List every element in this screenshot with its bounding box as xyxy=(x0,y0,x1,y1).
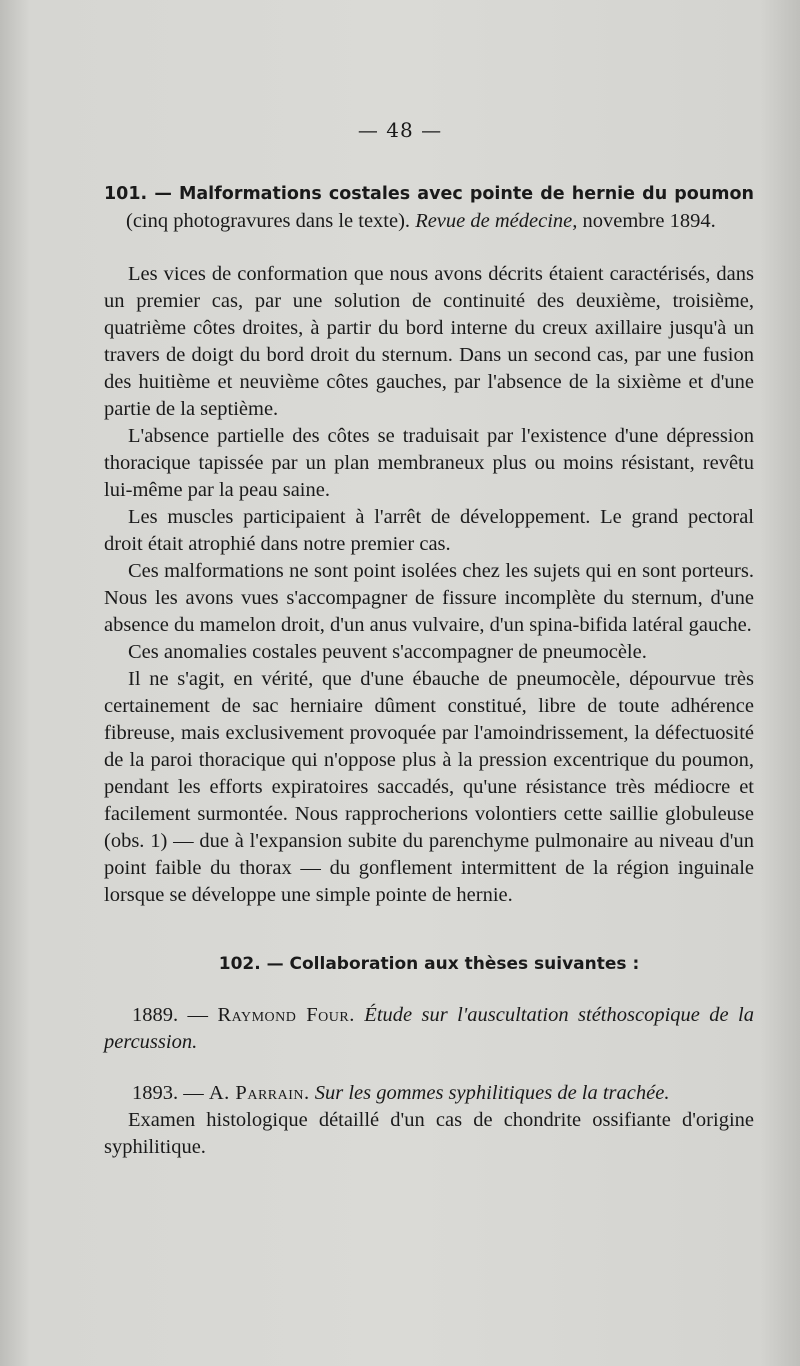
paragraph: Il ne s'agit, en vérité, que d'une ébauche de pneumocèle, dépourvue très certainement de sac herniaire dûment constitué, libre de toute adhérence fibreuse, mais exclusivement provoquée par l'amoindrissement, la défectuosité de la paroi thoracique qui n'oppose plus à la pression excentrique du poumon, pendant les efforts expiratoires saccadés, qu'une résistance très médiocre et facilement surmontée. Nous rapprocherions volontiers cette saillie globuleuse (obs. 1) — due à l'expansion subite du parenchyme pulmonaire au niveau d'un point faible du thorax — du gonflement intermittent de la région inguinale lorsque se développe une simple pointe de hernie. xyxy=(104,668,754,906)
thesis-title: Étude sur l'auscultation stéthoscopique de la percussion. xyxy=(104,1004,754,1053)
thesis-entry xyxy=(104,1002,754,1056)
paragraph: Ces malformations ne sont point isolées chez les sujets qui en sont porteurs. Nous les avons vues s'accompagner de fissure incomplète du sternum, d'une absence du mamelon droit, d'un anus vulvaire, d'un spina-bifida latéral gauche. xyxy=(104,560,754,636)
thesis-note: Examen histologique détaillé d'un cas de chondrite ossifiante d'origine syphilitique. xyxy=(104,1109,754,1158)
entry-101-date: novembre 1894. xyxy=(582,210,716,232)
thesis-title: Sur les gommes syphilitiques de la trachée. xyxy=(314,1082,670,1104)
entry-101-number: 101. xyxy=(104,184,148,204)
entry-101-title: — Malformations costales avec pointe de hernie du poumon xyxy=(154,184,754,204)
paragraph: Ces anomalies costales peuvent s'accompagner de pneumocèle. xyxy=(128,641,647,663)
entry-101-note: (cinq photogravures dans le texte). xyxy=(126,210,411,232)
thesis-author: A. Parrain. xyxy=(208,1082,310,1104)
entry-101-journal: Revue de médecine, xyxy=(415,210,578,232)
paragraph: L'absence partielle des côtes se traduisait par l'existence d'une dépression thoracique tapissée par un plan membraneux plus ou moins résistant, revêtu lui-même par la peau saine. xyxy=(104,425,754,501)
thesis-year: 1893. — xyxy=(132,1082,204,1104)
paragraph: Les vices de conformation que nous avons décrits étaient caractérisés, dans un premier cas, par une solution de continuité des deuxième, troisième, quatrième côtes droites, à partir du bord interne du creux axillaire jusqu'à un travers de doigt du bord droit du sternum. Dans un second cas, par une fusion des huitième et neuvième côtes gauches, par l'absence de la sixième et d'une partie de la septième. xyxy=(104,263,754,420)
page-body xyxy=(104,180,754,1161)
page-number: — 48 — xyxy=(357,118,443,142)
thesis-entry xyxy=(104,1080,754,1107)
thesis-author: Raymond Four. xyxy=(217,1004,355,1026)
paragraph: Les muscles participaient à l'arrêt de développement. Le grand pectoral droit était atrophié dans notre premier cas. xyxy=(104,506,754,555)
section-102-heading: 102. — Collaboration aux thèses suivantes : xyxy=(218,954,640,974)
entry-101-heading xyxy=(104,180,754,235)
thesis-year: 1889. — xyxy=(132,1004,209,1026)
